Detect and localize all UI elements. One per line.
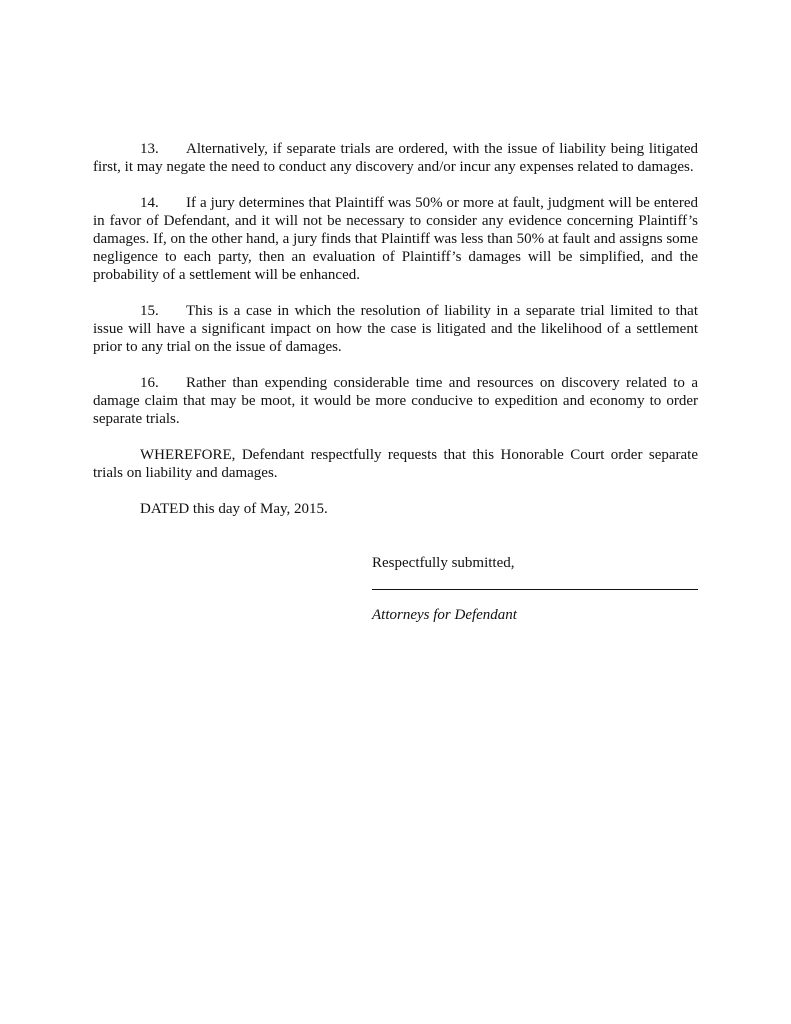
signature-line: [372, 589, 698, 590]
paragraph-number: 16.: [140, 375, 159, 391]
paragraph-text: Rather than expending considerable time and resources on discovery related to a damage claim that may be moot, it would be more conducive to expedition and economy to order separate trials.: [93, 375, 698, 427]
signature-caption: Attorneys for Defendant: [372, 607, 517, 623]
paragraph-number: 15.: [140, 303, 159, 319]
paragraph-text: Alternatively, if separate trials are ordered, with the issue of liability being litigated first, it may negate the need to conduct any discovery and/or incur any expenses related to damages.: [93, 141, 698, 175]
paragraph-number: 14.: [140, 195, 159, 211]
document-body: [93, 140, 698, 518]
paragraph-13: [93, 140, 698, 176]
paragraph-text: This is a case in which the resolution of liability in a separate trial limited to that issue will have a significant impact on how the case is litigated and the likelihood of a settlement prior to any trial on the issue of damages.: [93, 303, 698, 355]
signature-block: [372, 554, 698, 624]
paragraph-15: [93, 302, 698, 356]
paragraph-16: [93, 374, 698, 428]
dated-line: DATED this day of May, 2015.: [140, 501, 328, 517]
paragraph-14: [93, 194, 698, 284]
paragraph-number: 13.: [140, 141, 159, 157]
closing-text: Respectfully submitted,: [372, 555, 515, 571]
wherefore-clause: WHEREFORE, Defendant respectfully requests that this Honorable Court order separate trials on liability and damages.: [93, 447, 698, 481]
paragraph-text: If a jury determines that Plaintiff was 50% or more at fault, judgment will be entered in favor of Defendant, and it will not be necessary to consider any evidence concerning Plaintiff’s damages. If, on the other hand, a jury finds that Plaintiff was less than 50% at fault and assigns some negligence to each party, then an evaluation of Plaintiff’s damages will be simplified, and the probability of a settlement will be enhanced.: [93, 195, 698, 283]
